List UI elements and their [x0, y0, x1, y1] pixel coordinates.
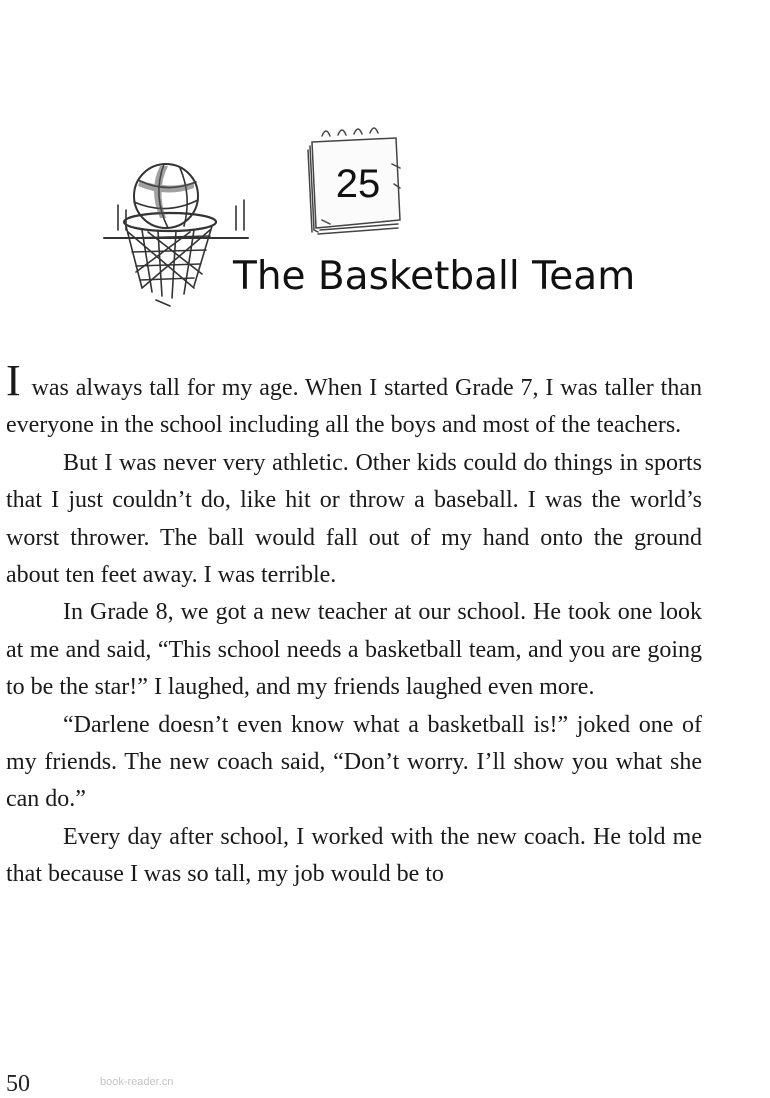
watermark: book-reader.cn	[100, 1076, 174, 1088]
paragraph	[6, 356, 702, 445]
paragraph: But I was never very athletic. Other kids could do things in sports that I just couldn’t do, like hit or throw a baseball. I was the world’s worst thrower. The ball would fall out of my hand onto the ground about ten feet away. I was terrible.	[6, 449, 702, 589]
paragraph: “Darlene doesn’t even know what a basketball is!” joked one of my friends. The new coach said, “Don’t worry. I’ll show you what she can do.”	[6, 711, 702, 813]
chapter-number: 25	[335, 162, 381, 206]
paragraph: In Grade 8, we got a new teacher at our school. He took one look at me and said, “This school needs a basketball team, and you are going to be the star!” I laughed, and my friends laughed even more.	[6, 599, 702, 701]
paragraph: Every day after school, I worked with the new coach. He told me that because I was so tall, my job would be to	[6, 823, 702, 888]
body-text	[6, 356, 702, 894]
drop-cap: I	[6, 356, 21, 405]
page-number: 50	[6, 1071, 30, 1097]
chapter-title: The Basketball Team	[233, 254, 636, 299]
paragraph-text: was always tall for my age. When I started Grade 7, I was taller than everyone in the school including all the boys and most of the teachers.	[6, 375, 702, 439]
